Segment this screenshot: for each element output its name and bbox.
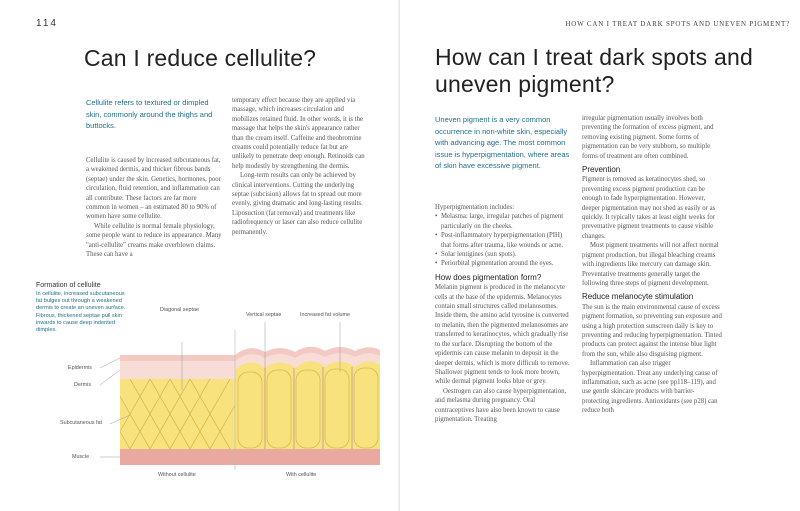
body-paragraph: Inflammation can also trigger hyperpigmentation. Treat any underlying cause of inflammation, such as acne (see pp118–119), and use gentle skincare products with barrier-protecting ingredients. Antioxidants (see p28) can reduce both	[582, 360, 718, 415]
list-item: • Post-inflammatory hyperpigmentation (PIH) that forms after trauma, like wounds or acne.	[435, 231, 573, 250]
right-page	[400, 0, 800, 511]
list-item: • Solar lentigines (sun spots).	[435, 250, 573, 259]
fat-layer-left	[120, 379, 235, 449]
body-paragraph: Long-term results can only be achieved by clinical interventions. Cutting the underlying septae (subcision) allows fat to spread out more evenly, giving dramatic and long-lasting results. Liposuction (fat removal) and treatments like radiofrequency or laser can also reduce cellulite permanently.	[232, 172, 363, 236]
label-increased-fat: Increased fat volume	[300, 312, 351, 318]
prevention-text	[582, 175, 722, 288]
formation-text	[435, 283, 573, 424]
dermis-layer-left	[120, 361, 235, 379]
body-paragraph: Melanin pigment is produced in the melanocyte cells at the base of the epidermis. Melanocytes contain small structures called melanosomes. Inside them, the amino acid tyrosine is converted to melanin, then the pigmented melanosomes are transferred to keratinocytes, which gradually rise to the surface. Disrupting the bottom of the epidermis can cause melanin to deposit in the deeper dermis, which is more difficult to remove. Shallower pigment tends to look more brown, while dermal pigment looks blue or grey.	[435, 284, 570, 386]
body-column-1	[86, 156, 222, 259]
figure-caption: In cellulite, increased subcutaneous fat bulges out through a weakened dermis to create an uneven surface. Fibrous, thickened septae pull skin inwards to cause deep indented dimples.	[36, 291, 126, 334]
body-column-1	[435, 203, 573, 424]
label-with-cellulite: With cellulite	[286, 472, 317, 478]
section-heading: Prevention	[582, 165, 621, 175]
body-paragraph: The sun is the main environmental cause of excess pigment formation, so preventing sun exposure and using a high protection sunscreen daily is key to preventing and reducing hyperpigmentation. Tinted products can protect against the intense blue light from the sun, while also disguising pigment.	[582, 303, 722, 358]
intro-lead: Cellulite refers to textured or dimpled skin, commonly around the thighs and buttocks.	[86, 98, 213, 130]
body-column-2	[232, 96, 368, 237]
page-title: Can I reduce cellulite?	[84, 45, 317, 71]
section-heading: How does pigmentation form?	[435, 272, 542, 282]
body-paragraph: Pigment is removed as keratinocytes shed, so preventing excess pigment production can be enough to fade hyperpigmentation. However, deeper pigmentation may not shed as easily or as quickly. It typically takes at least eight weeks for preventative pigment treatments to cause visible changes.	[582, 176, 716, 240]
label-epidermis: Epidermis	[68, 365, 92, 371]
figure-title: Formation of cellulite	[36, 282, 101, 289]
body-paragraph: Oestrogen can also cause hyperpigmentation, and melasma during pregnancy. Oral contraceptives have also been known to cause pigmentation. Treating	[435, 387, 567, 423]
with-cellulite-block	[235, 347, 380, 465]
list-intro: Hyperpigmentation includes:	[435, 204, 515, 211]
epidermis-layer-left	[120, 355, 235, 361]
without-cellulite-block	[90, 355, 250, 465]
label-without-cellulite: Without cellulite	[158, 472, 196, 478]
label-diagonal-septae: Diagonal septae	[160, 307, 199, 313]
muscle-layer-left	[120, 449, 235, 465]
body-column-2	[582, 114, 722, 416]
fat-layer-right	[235, 361, 380, 449]
label-dermis: Dermis	[74, 382, 92, 388]
body-paragraph: Most pigment treatments will not affect normal pigment production, but illegal bleaching creams with ingredients like mercury can damage skin. Preventative treatments generally target the following three steps of pigment development.	[582, 242, 719, 287]
intro-lead: Uneven pigment is a very common occurrence in non-white skin, especially with advancing age. The most common issue is hyperpigmentation, where areas of skin have excessive pigment.	[435, 115, 570, 170]
body-paragraph: temporary effect because they are applied via massage, which increases circulation and mobilizes retained fluid. In other words, it is the massage that helps the skin's appearance rather than the cream itself. Caffeine and theobromine creams could potentially reduce fat but are unlikely to penetrate deep enough. Retinoids can help modestly by strengthening the dermis.	[232, 97, 365, 170]
list-item: • Melasma: large, irregular patches of pigment particularly on the cheeks.	[435, 212, 573, 231]
hyperpigmentation-list	[435, 212, 573, 268]
label-subcutaneous-fat: Subcutaneous fat	[60, 420, 102, 426]
label-vertical-septae: Vertical septae	[246, 312, 282, 318]
page-title: How can I treat dark spots and uneven pigment?	[435, 44, 753, 97]
stimulation-text	[582, 303, 722, 416]
list-item: • Periorbital pigmentation around the eyes.	[435, 259, 573, 268]
running-head: HOW CAN I TREAT DARK SPOTS AND UNEVEN PIGMENT?	[565, 20, 790, 28]
body-paragraph: Cellulite is caused by increased subcutaneous fat, a weakened dermis, and thicker fibrous bands (septae) under the skin. Genetics, hormones, poor circulation, fluid retention, and inflammation can all contribute. These factors are far more common in women – an estimated 80 to 90% of women have some cellulite.	[86, 157, 221, 221]
cellulite-diagram	[0, 300, 400, 511]
body-paragraph: irregular pigmentation usually involves both preventing the formation of excess pigment, and removing existing pigment. Some forms of pigmentation can be very stubborn, so multiple forms of treatment are often combined.	[582, 115, 714, 160]
page-number: 114	[36, 18, 58, 29]
label-muscle: Muscle	[72, 454, 90, 460]
body-paragraph: While cellulite is normal female physiology, some people want to reduce its appearance. Many "anti-cellulite" creams make overblown claims. These can have a	[86, 222, 222, 259]
section-heading: Reduce melanocyte stimulation	[582, 292, 694, 302]
muscle-layer-right	[235, 449, 380, 465]
